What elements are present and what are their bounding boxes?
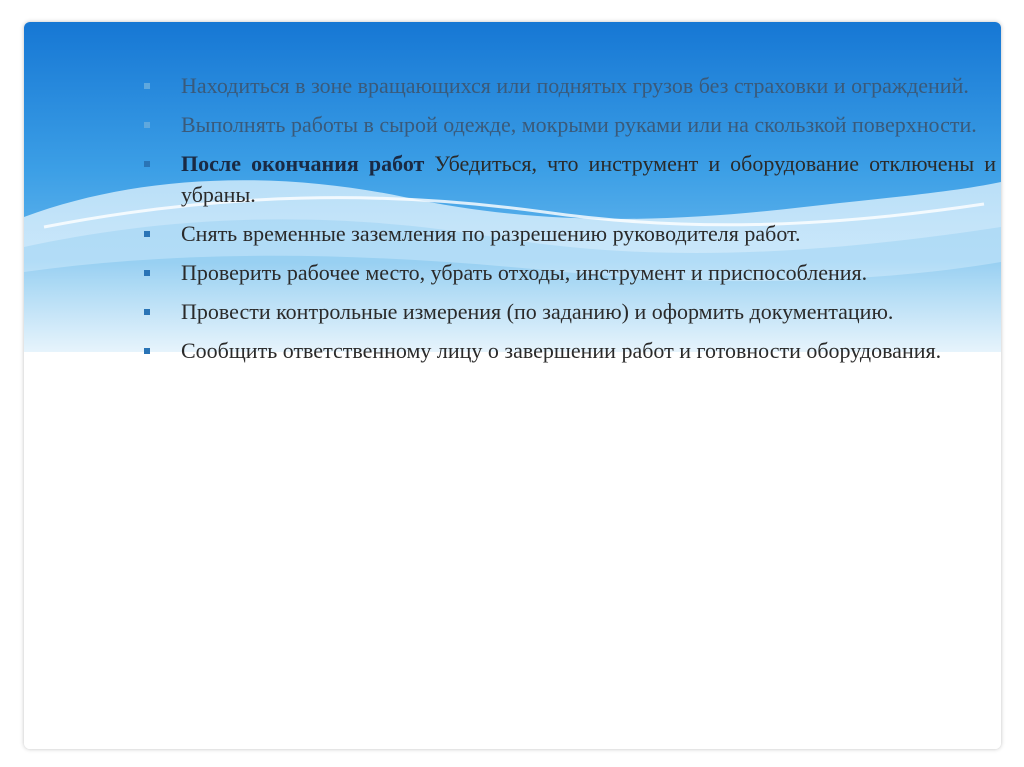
item-text: Провести контрольные измерения (по заданию) и оформить документацию.	[181, 299, 894, 324]
list-item	[144, 296, 996, 327]
bullet-icon	[144, 161, 150, 167]
item-text: Выполнять работы в сырой одежде, мокрыми руками или на скользкой поверхности.	[181, 112, 977, 137]
item-text: Сообщить ответственному лицу о завершении работ и готовности оборудования.	[181, 338, 942, 363]
slide	[24, 22, 1001, 749]
item-bold-text: После окончания работ	[181, 151, 425, 176]
item-text: Находиться в зоне вращающихся или поднятых грузов без страховки и ограждений.	[181, 73, 969, 98]
bullet-icon	[144, 83, 150, 89]
bullet-icon	[144, 122, 150, 128]
bullet-list	[144, 70, 996, 374]
bullet-icon	[144, 270, 150, 276]
list-item	[144, 257, 996, 288]
bullet-icon	[144, 348, 150, 354]
item-text: Убедиться, что инструмент и оборудование отключены и убраны.	[181, 151, 996, 207]
list-item	[144, 218, 996, 249]
bullet-icon	[144, 231, 150, 237]
item-text: Снять временные заземления по разрешению руководителя работ.	[181, 221, 801, 246]
list-item	[144, 148, 996, 210]
list-item	[144, 70, 996, 101]
bullet-icon	[144, 309, 150, 315]
list-item	[144, 335, 996, 366]
item-text: Проверить рабочее место, убрать отходы, инструмент и приспособления.	[181, 260, 868, 285]
list-item	[144, 109, 996, 140]
